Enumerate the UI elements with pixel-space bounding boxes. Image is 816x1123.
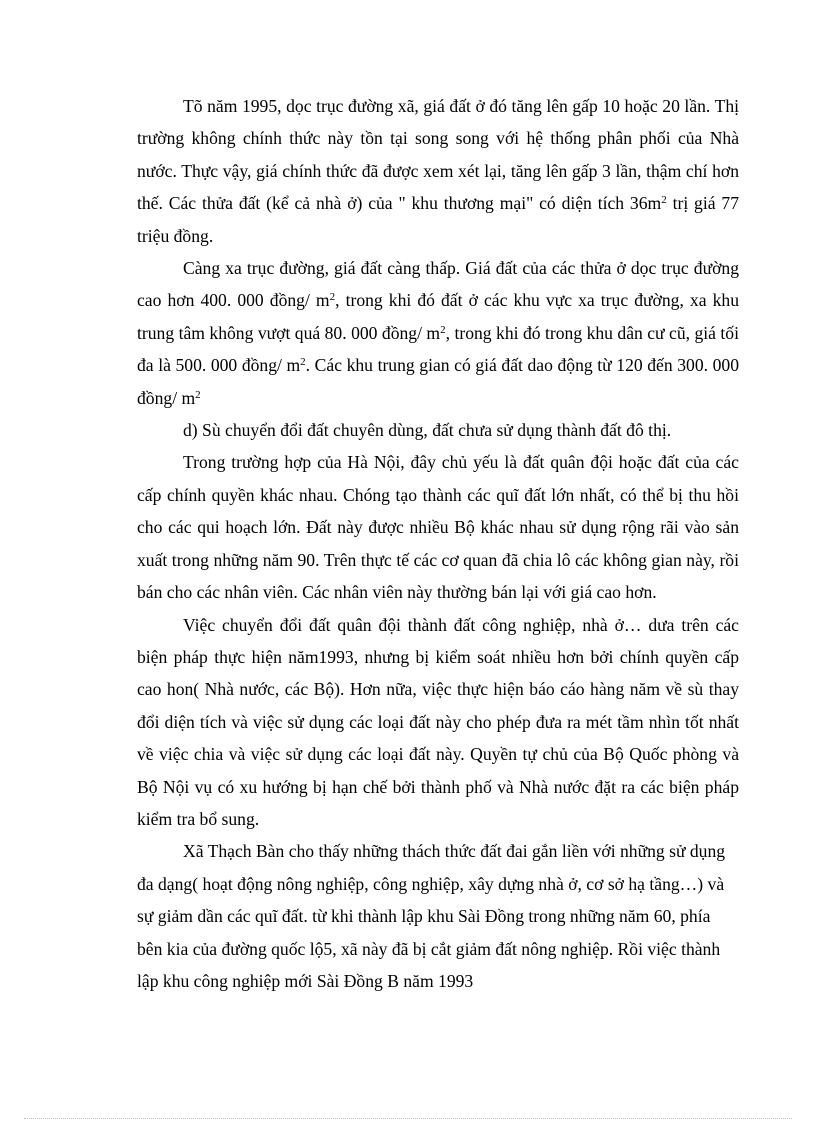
superscript: 2 [195,388,201,401]
superscript: 2 [329,291,336,304]
text-segment: Việc chuyển đổi đất quân đội thành đất công nghiệp, nhà ở… dưa trên các biện pháp thực hiện năm1993, nhưng bị kiểm soát nhiều hơn bởi chính quyền cấp cao hon( Nhà nước, các Bộ). Hơn nữa, việc thực hiện báo cáo hàng năm về sù thay đổi diện tích và việc sử dụng các loại đất này cho phép đưa ra mét tầm nhìn tốt nhất về việc chia và việc sử dụng các loại đất này. Quyền tự chủ của Bộ Quốc phòng và Bộ Nội vụ có xu hướng bị hạn chế bởi thành phố và Nhà nước đặt ra các biện pháp kiểm tra bổ sung. [137,614,739,829]
page-bottom-divider [24,1118,792,1119]
paragraph-land-price-increase [137,90,739,252]
paragraph-hanoi-military-land [137,446,739,608]
document-page [137,90,739,997]
superscript: 2 [300,356,306,369]
text-segment: , trong khi đó đất ở các khu vực xa trục đường, xa khu trung tâm không vượt quá 80. 000 đồng/ m [137,290,739,343]
text-segment: , trong khi đó trong khu dân cư cũ, giá tối đa là 500. 000 đồng/ m [137,322,739,376]
superscript: 2 [661,194,667,207]
text-segment: Càng xa trục đường, giá đất càng thấp. Giá đất của các thửa ở dọc trục đường cao hơn 400. 000 đồng/ m [137,258,739,311]
text-segment: Tõ năm 1995, dọc trục đường xã, giá đất ở đó tăng lên gấp 10 hoặc 20 lần. Thị trường không chính thức này tồn tại song song với hệ thống phân phối của Nhà nước. Thực vậy, giá chính thức đã được xem xét lại, tăng lên gấp 3 lần, thậm chí hơn thế. Các thửa đất (kể cả nhà ở) của " khu thương mại" có diện tích 36m [137,96,739,214]
paragraph-price-by-distance [137,252,739,414]
text-segment: trị giá 77 triệu đồng. [137,193,739,246]
text-segment: Trong trường hợp của Hà Nội, đây chủ yếu là đất quân đội hoặc đất của các cấp chính quyền khác nhau. Chóng tạo thành các quĩ đất lớn nhất, có thể bị thu hồi cho các qui hoạch lớn. Đất này được nhiều Bộ khác nhau sử dụng rộng rãi vào sản xuất trong những năm 90. Trên thực tế các cơ quan đã chia lô các không gian này, rồi bán cho các nhân viên. Các nhân viên này thường bán lại với giá cao hơn. [137,452,739,603]
paragraph-section-d-heading [137,414,739,446]
text-segment: Xã Thạch Bàn cho thấy những thách thức đất đai gắn liền với những sử dụng đa dạng( hoạt động nông nghiệp, công nghiệp, xây dựng nhà ở, cơ sở hạ tầng…) và sự giảm dần các quĩ đất. từ khi thành lập khu Sài Đồng trong những năm 60, phía bên kia của đường quốc lộ5, xã này đã bị cắt giảm đất nông nghiệp. Rồi việc thành lập khu công nghiệp mới Sài Đồng B năm 1993 [137,841,726,991]
paragraph-thach-ban [137,835,739,997]
text-segment: d) Sù chuyển đổi đất chuyên dùng, đất chưa sử dụng thành đất đô thị. [183,420,672,441]
text-segment: . Các khu trung gian có giá đất dao động từ 120 đến 300. 000 đồng/ m [137,355,739,408]
paragraph-land-conversion [137,609,739,836]
superscript: 2 [440,323,446,336]
